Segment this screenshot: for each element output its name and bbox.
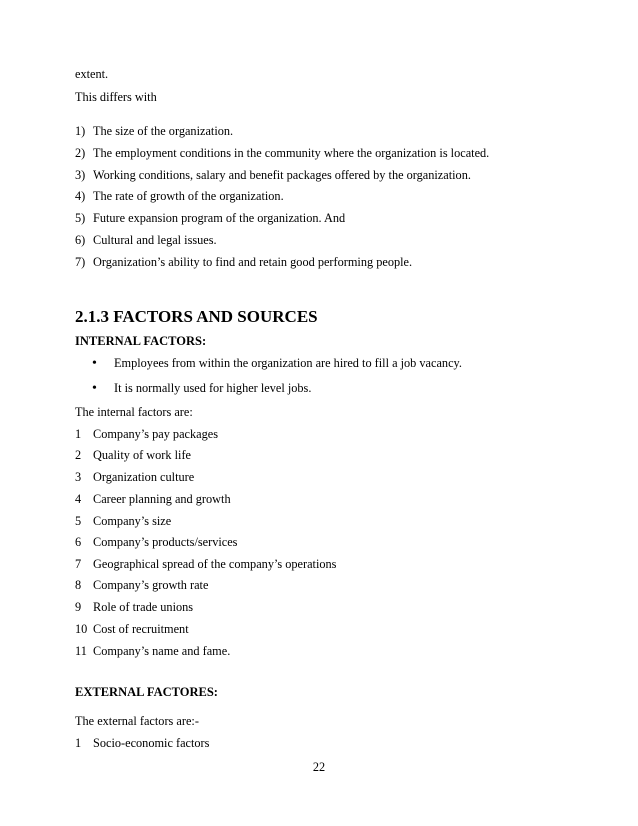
list-item: 1 Company’s pay packages bbox=[75, 427, 218, 441]
list-item: 7 Geographical spread of the company’s operations bbox=[75, 557, 337, 571]
bullet-item: • Employees from within the organization are hired to fill a job vacancy. bbox=[92, 356, 462, 371]
bullet-item: • It is normally used for higher level jobs. bbox=[92, 381, 312, 396]
external-factors-intro: The external factors are:- bbox=[75, 714, 199, 728]
intro-line-1: extent. bbox=[75, 67, 109, 81]
list-item: 11 Company’s name and fame. bbox=[75, 644, 231, 658]
list-item: 6) Cultural and legal issues. bbox=[75, 233, 217, 247]
list-item: 1 Socio-economic factors bbox=[75, 736, 210, 750]
list-item: 6 Company’s products/services bbox=[75, 535, 238, 549]
list-item: 2 Quality of work life bbox=[75, 448, 192, 462]
list-item: 3) Working conditions, salary and benefit packages offered by the organization. bbox=[75, 168, 471, 182]
list-item: 10 Cost of recruitment bbox=[75, 622, 189, 636]
list-item: 5) Future expansion program of the organization. And bbox=[75, 211, 346, 225]
list-item: 5 Company’s size bbox=[75, 514, 172, 528]
list-item: 7) Organization’s ability to find and retain good performing people. bbox=[75, 255, 413, 269]
list-item: 4) The rate of growth of the organization. bbox=[75, 189, 284, 203]
bullet-icon: • bbox=[92, 381, 97, 396]
list-item: 8 Company’s growth rate bbox=[75, 578, 209, 592]
internal-factors-intro: The internal factors are: bbox=[75, 405, 193, 419]
section-heading: 2.1.3 FACTORS AND SOURCES bbox=[75, 307, 318, 326]
external-factors-heading: EXTERNAL FACTORES: bbox=[75, 685, 218, 699]
internal-factors-heading: INTERNAL FACTORS: bbox=[75, 334, 207, 348]
list-item: 9 Role of trade unions bbox=[75, 600, 194, 614]
intro-line-2: This differs with bbox=[75, 90, 157, 104]
list-item: 2) The employment conditions in the community where the organization is located. bbox=[75, 146, 490, 160]
list-item: 3 Organization culture bbox=[75, 470, 195, 484]
list-item: 4 Career planning and growth bbox=[75, 492, 231, 506]
list-item: 1) The size of the organization. bbox=[75, 124, 234, 138]
page-number: 22 bbox=[312, 760, 326, 774]
bullet-icon: • bbox=[92, 356, 97, 371]
